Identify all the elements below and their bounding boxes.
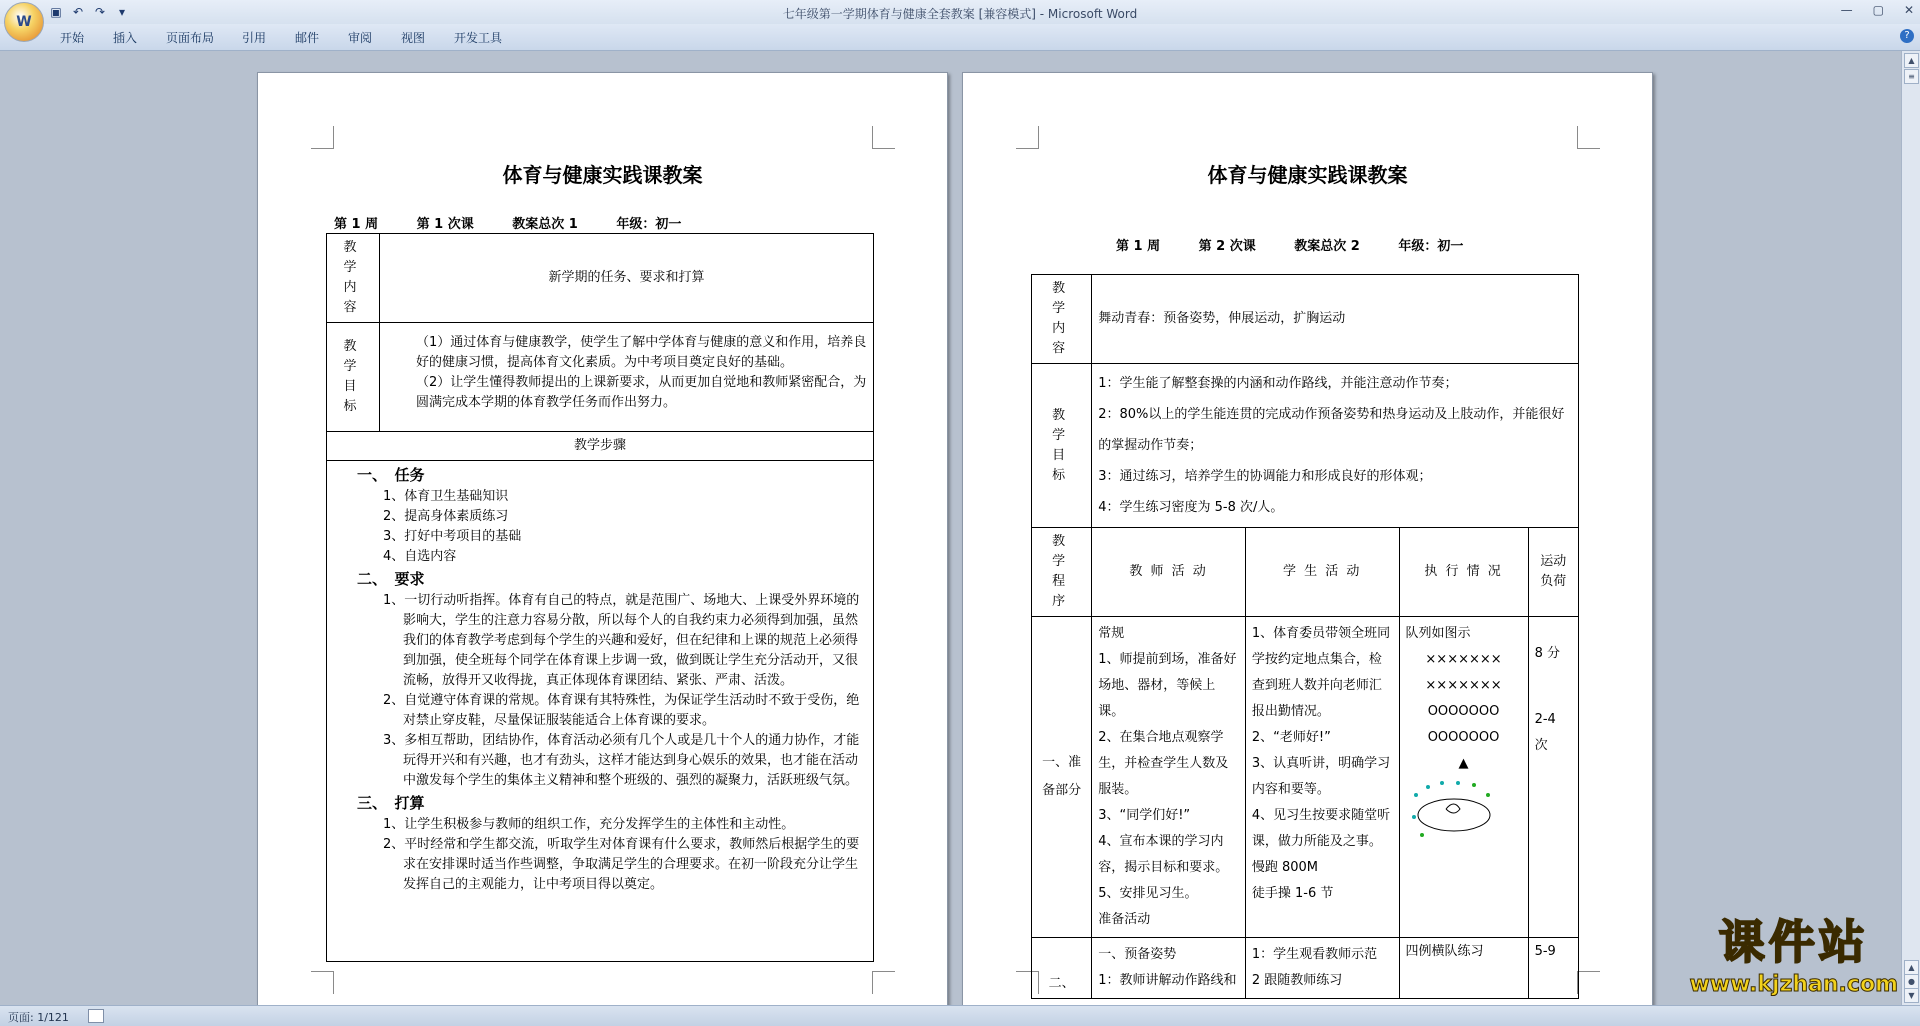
goals-cell[interactable]	[1092, 364, 1579, 528]
teacher-activities[interactable]	[1092, 938, 1246, 999]
list-item: 3、多相互帮助，团结协作，体育活动必须有几个人或是几十个人的通力协作，才能玩得开兴和有兴趣，也才有劲头，这样才能达到身心娱乐的效果，也才能在活动中激发每个学生的集体主义精神和整个班级的、强烈的凝聚力，活跃班级气氛。	[383, 733, 860, 788]
col-load: 运动负荷	[1528, 528, 1578, 617]
customize-qat-icon[interactable]: ▾	[118, 5, 126, 19]
proofing-icon[interactable]	[88, 1009, 104, 1023]
goal-2: （2）让学生懂得教师提出的上课新要求，从而更加自觉地和教师紧密配合，为圆满完成本学期的体育教学任务而作出努力。	[416, 375, 867, 410]
title-bar	[0, 0, 1920, 24]
student-activities[interactable]	[1245, 938, 1399, 999]
meta-week: 第 1 周	[334, 217, 379, 232]
meta-lesson: 第 2 次课	[1198, 239, 1256, 254]
proc-label: 教 学 程 序	[1032, 528, 1092, 617]
undo-icon[interactable]: ↶	[72, 5, 84, 19]
goals-cell[interactable]	[380, 323, 874, 432]
list-item: 2、平时经常和学生都交流，听取学生对体育课有什么要求，教师然后根据学生的要求在安排课时适当作些调整，争取满足学生的合理要求。在初一阶段充分让学生发挥自己的主观能力，让中考项目得以奠定。	[383, 837, 860, 892]
teacher-line: 常规	[1098, 626, 1125, 641]
tab-developer[interactable]: 开发工具	[454, 31, 503, 45]
document-page-2	[962, 72, 1653, 1009]
minimize-icon[interactable]: —	[1840, 3, 1853, 17]
student-line: 2 跟随教师练习	[1251, 973, 1343, 988]
exec-title: 队列如图示	[1405, 626, 1471, 641]
list-item: 4、自选内容	[383, 549, 457, 564]
teacher-line: 1：教师讲解动作路线和	[1098, 973, 1237, 988]
lesson-plan-table-2	[1031, 274, 1579, 999]
status-bar	[0, 1005, 1920, 1026]
maximize-icon[interactable]: ▢	[1872, 3, 1884, 17]
meta-grade: 年级：初一	[616, 217, 682, 232]
list-item: 2、自觉遵守体育课的常规。体育课有其特殊性，为保证学生活动时不致于受伤，绝对禁止穿皮鞋，尽量保证服装能适合上体育课的要求。	[383, 693, 860, 728]
tab-mailings[interactable]: 邮件	[295, 31, 320, 45]
lesson-plan-table-1	[326, 233, 874, 962]
goals-label: 教 学 目 标	[327, 323, 380, 432]
content-label: 教 学 内 容	[1032, 275, 1092, 364]
window-title: 七年级第一学期体育与健康全套教案 [兼容模式] - Microsoft Word	[782, 7, 1138, 21]
watermark-logo	[1689, 906, 1898, 997]
save-icon[interactable]: ▣	[50, 5, 62, 19]
goals-label: 教 学 目 标	[1032, 364, 1092, 528]
lesson-meta	[1116, 235, 1497, 254]
teacher-activities[interactable]	[1092, 617, 1246, 938]
window-controls	[1841, 3, 1914, 17]
list-item: 1、体育卫生基础知识	[383, 489, 509, 504]
teacher-line: 4、宣布本课的学习内容，揭示目标和要求。	[1098, 834, 1229, 875]
vertical-scrollbar[interactable]	[1901, 51, 1920, 1005]
goal-3: 3：通过练习，培养学生的协调能力和形成良好的形体观；	[1098, 469, 1432, 484]
formation-row: ▲	[1458, 756, 1469, 771]
formation-row: OOOOOOO	[1427, 704, 1500, 719]
steps-cell[interactable]	[327, 461, 874, 962]
student-line: 1：学生观看教师示范	[1251, 947, 1378, 962]
load-value: 2-4 次	[1534, 712, 1556, 753]
page-title: 体育与健康实践课教案	[502, 163, 703, 187]
student-line: 4、见习生按要求随堂听课，做力所能及之事。	[1251, 808, 1391, 849]
steps-header: 教学步骤	[327, 432, 874, 461]
crop-mark	[872, 971, 895, 994]
page-title: 体育与健康实践课教案	[1207, 163, 1408, 187]
teacher-line: 一、预备姿势	[1098, 947, 1177, 962]
col-teacher: 教 师 活 动	[1092, 528, 1246, 617]
teacher-line: 3、“同学们好!”	[1098, 808, 1191, 823]
list-item: 3、打好中考项目的基础	[383, 529, 522, 544]
goal-1: （1）通过体育与健康教学，使学生了解中学体育与健康的意义和作用，培养良好的健康习惯，提高体育文化素质。为中考项目奠定良好的基础。	[416, 335, 867, 370]
list-item: 1、一切行动听指挥。体育有自己的特点，就是范围广、场地大、上课受外界环境的影响大，学生的注意力容易分散，所以每个人的自我约束力必须得到加强，虽然我们的体育教学考虑到每个学生的兴趣和爱好，但在纪律和上课的规范上必须得到加强，使全班每个同学在体育课上步调一致，做到既让学生充分活动开，又很流畅，放得开又收得拢，真正体现体育课团结、紧张、严肃、活泼。	[383, 593, 860, 688]
scroll-up-icon[interactable]: ▲	[1904, 53, 1919, 68]
student-line: 慢跑 800M	[1251, 860, 1319, 875]
teacher-line: 准备活动	[1098, 912, 1151, 927]
goal-1: 1：学生能了解整套操的内涵和动作路线，并能注意动作节奏；	[1098, 376, 1458, 391]
running-track-illustration	[1406, 777, 1496, 841]
office-button[interactable]: W	[4, 2, 44, 42]
load-cell[interactable]	[1528, 617, 1578, 938]
section-1-label: 一、准备部分	[1032, 617, 1092, 938]
lesson-meta	[334, 213, 715, 232]
formation-row: ×××××××	[1425, 678, 1502, 693]
content-label: 教 学 内 容	[327, 234, 380, 323]
goal-2: 2：80%以上的学生能连贯的完成动作预备姿势和热身运动及上肢动作，并能很好的掌握动作节奏；	[1098, 407, 1565, 453]
crop-mark	[311, 126, 334, 149]
teacher-line: 2、在集合地点观察学生，并检查学生人数及服装。	[1098, 730, 1229, 797]
execution-cell[interactable]: 四例横队练习	[1399, 938, 1528, 999]
crop-mark	[1577, 971, 1600, 994]
formation-row: OOOOOOO	[1427, 730, 1500, 745]
tab-references[interactable]: 引用	[242, 31, 267, 45]
meta-week: 第 1 周	[1116, 239, 1161, 254]
meta-lesson: 第 1 次课	[416, 217, 474, 232]
content-value[interactable]: 舞动青春：预备姿势，伸展运动，扩胸运动	[1092, 275, 1579, 364]
tab-home[interactable]: 开始	[60, 31, 85, 45]
student-line: 3、认真听讲，明确学习内容和要等。	[1251, 756, 1391, 797]
teacher-line: 1、师提前到场，准备好场地、器材，等候上课。	[1098, 652, 1237, 719]
watermark-text: 课件站	[1718, 915, 1869, 969]
col-student: 学 生 活 动	[1245, 528, 1399, 617]
student-line: 1、体育委员带领全班同学按约定地点集合，检查到班人数并向老师汇报出勤情况。	[1251, 626, 1391, 719]
page-count[interactable]: 页面: 1/121	[8, 1011, 69, 1024]
ribbon-tabs	[0, 24, 1920, 51]
goal-4: 4：学生练习密度为 5-8 次/人。	[1098, 500, 1284, 515]
formation-row: ×××××××	[1425, 652, 1502, 667]
content-value[interactable]: 新学期的任务、要求和打算	[380, 234, 874, 323]
tab-insert[interactable]: 插入	[113, 31, 138, 45]
load-cell[interactable]: 5-9	[1528, 938, 1578, 999]
section-heading: 一、 任务	[357, 466, 425, 484]
ruler-toggle-icon[interactable]: ≡	[1904, 69, 1919, 84]
tab-review[interactable]: 审阅	[348, 31, 373, 45]
section-heading: 三、 打算	[357, 794, 425, 812]
col-exec: 执 行 情 况	[1399, 528, 1528, 617]
help-icon[interactable]: ?	[1900, 29, 1914, 43]
execution-cell[interactable]	[1399, 617, 1528, 938]
section-heading: 二、 要求	[357, 570, 425, 588]
meta-grade: 年级：初一	[1398, 239, 1464, 254]
next-page-icon[interactable]: ▼	[1904, 988, 1919, 1003]
crop-mark	[1577, 126, 1600, 149]
student-line: 2、“老师好!”	[1251, 730, 1331, 745]
section-2-label: 二、	[1032, 938, 1092, 999]
close-icon[interactable]: ✕	[1903, 3, 1914, 17]
tab-view[interactable]: 视图	[401, 31, 426, 45]
crop-mark	[311, 971, 334, 994]
load-value: 8 分	[1534, 646, 1560, 661]
crop-mark	[1016, 126, 1039, 149]
list-item: 2、提高身体素质练习	[383, 509, 509, 524]
browse-object-icon[interactable]: ●	[1904, 974, 1919, 989]
list-item: 1、让学生积极参与教师的组织工作，充分发挥学生的主体性和主动性。	[383, 817, 795, 832]
prev-page-icon[interactable]: ▲	[1904, 960, 1919, 975]
student-activities[interactable]	[1245, 617, 1399, 938]
watermark-url: www.kjzhan.com	[1689, 972, 1898, 997]
meta-total: 教案总次 1	[512, 217, 578, 232]
student-line: 徒手操 1-6 节	[1251, 886, 1334, 901]
document-page-1	[257, 72, 948, 1009]
redo-icon[interactable]: ↷	[94, 5, 106, 19]
teacher-line: 5、安排见习生。	[1098, 886, 1198, 901]
meta-total: 教案总次 2	[1294, 239, 1360, 254]
tab-page-layout[interactable]: 页面布局	[166, 31, 215, 45]
crop-mark	[872, 126, 895, 149]
